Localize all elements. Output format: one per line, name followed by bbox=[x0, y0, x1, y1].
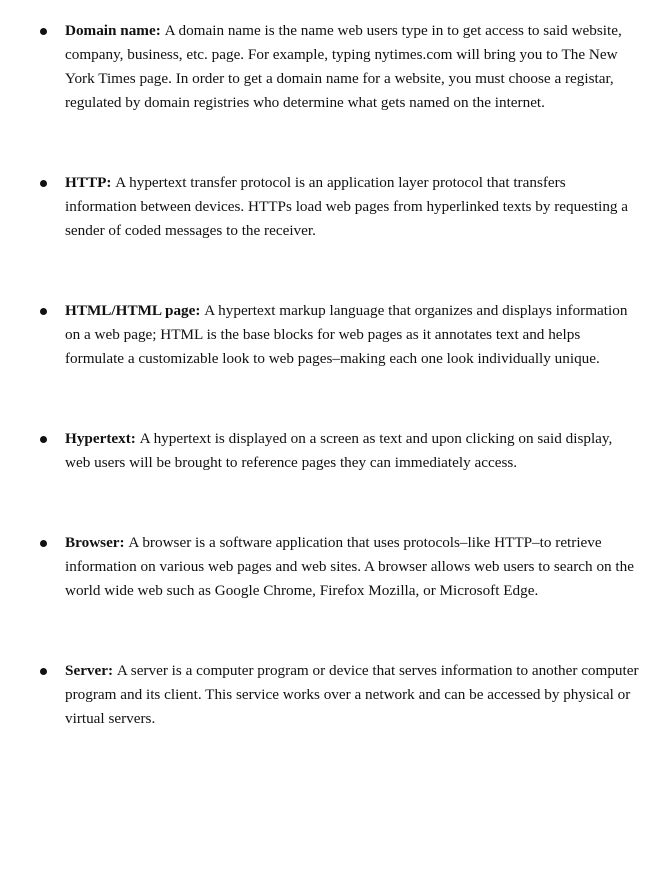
glossary-definition: A browser is a software application that uses protocols–like HTTP–to retrieve information on various web pages and web sites. A browser allows web users to search on the world wide web such as Google Chrome, Firefox Mozilla, or Microsoft Edge. bbox=[65, 534, 634, 599]
bullet-icon bbox=[40, 668, 47, 675]
glossary-term: Server: bbox=[65, 662, 117, 679]
glossary-definition: A domain name is the name web users type in to get access to said website, company, business, etc. page. For example, typing nytimes.com will bring you to The New York Times page. In order to get a domain name for a website, you must choose a registar, regulated by domain registries who determine what gets named on the internet. bbox=[65, 22, 622, 111]
glossary-term: HTTP: bbox=[65, 174, 116, 191]
glossary-definition: A hypertext markup language that organizes and displays information on a web page; HTML is the base blocks for web pages as it annotates text and helps formulate a customizable look to web pages–making each one look individually unique. bbox=[65, 302, 628, 367]
glossary-item-http bbox=[0, 171, 666, 243]
glossary-term: Hypertext: bbox=[65, 430, 140, 447]
glossary-item-domain-name bbox=[0, 19, 666, 115]
bullet-icon bbox=[40, 436, 47, 443]
bullet-icon bbox=[40, 540, 47, 547]
bullet-icon bbox=[40, 308, 47, 315]
bullet-icon bbox=[40, 180, 47, 187]
glossary-item-html bbox=[0, 299, 666, 371]
glossary-definition: A hypertext is displayed on a screen as text and upon clicking on said display, web users will be brought to reference pages they can immediately access. bbox=[65, 430, 613, 471]
glossary-definition: A server is a computer program or device that serves information to another computer program and its client. This service works over a network and can be accessed by physical or virtual servers. bbox=[65, 662, 639, 727]
glossary-term: Browser: bbox=[65, 534, 129, 551]
glossary-item-hypertext bbox=[0, 427, 666, 475]
glossary-term: HTML/HTML page: bbox=[65, 302, 205, 319]
glossary-item-server bbox=[0, 659, 666, 731]
glossary-item-browser bbox=[0, 531, 666, 603]
glossary-definition: A hypertext transfer protocol is an application layer protocol that transfers information between devices. HTTPs load web pages from hyperlinked texts by requesting a sender of coded messages to the receiver. bbox=[65, 174, 629, 239]
glossary-list bbox=[0, 19, 666, 787]
glossary-term: Domain name: bbox=[65, 22, 165, 39]
bullet-icon bbox=[40, 28, 47, 35]
